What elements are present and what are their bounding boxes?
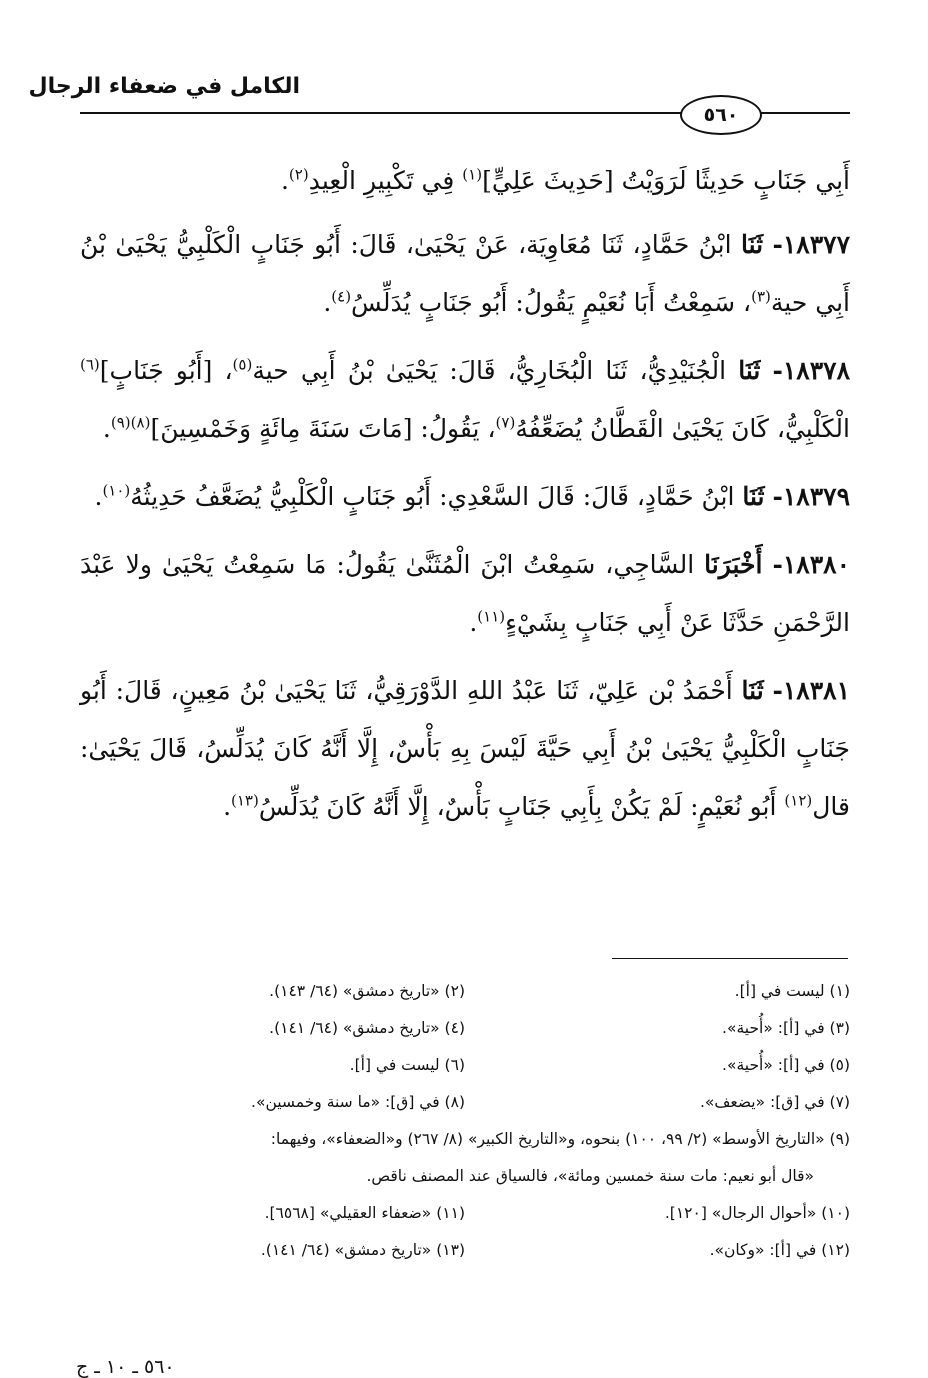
text-run: . [102, 414, 111, 443]
footnote-6: (٦) ليست في [أ]. [349, 1055, 465, 1074]
hadith-18378 [80, 342, 850, 458]
transmission-term: ثَنَا [741, 676, 764, 705]
footnote-1: (١) ليست في [أ]. [734, 981, 850, 1000]
footnote-ref[interactable]: (٧) [495, 413, 516, 432]
footnote-row [80, 1083, 850, 1120]
text-run: . [94, 482, 103, 511]
transmission-term: ثَنَا [740, 230, 764, 259]
text-run: . [323, 288, 332, 317]
footnote-ref[interactable]: (٤) [331, 287, 352, 306]
footnote-3: (٣) في [أ]: «أُحية». [722, 1018, 850, 1037]
footnote-row [80, 972, 850, 1009]
hadith-number: ١٨٣٧٩- [772, 482, 850, 511]
footnote-ref[interactable]: (٣) [751, 287, 771, 306]
footnote-ref[interactable]: (٢) [288, 165, 309, 184]
main-text [80, 152, 850, 846]
footnote-ref[interactable]: (٦) [80, 355, 100, 374]
text-run: أَحْمَدُ بْن عَلِيّ، ثَنَا عَبْدُ اللهِ الدَّوْرَقِيُّ، ثَنَا يَحْيَىٰ بْنُ مَعِينٍ، قَالَ: أَبُو جَنَابٍ الْكَلْبِيُّ يَحْيَىٰ بْنُ أَبِي حَيَّةَ لَيْسَ بِهِ بَأْسٌ، إِلَّا أَنَّهُ كَانَ يُدَلِّسُ، قَالَ يَحْيَىٰ: قال [80, 676, 850, 821]
hadith-number: ١٨٣٧٧- [772, 230, 850, 259]
footnote-2: (٢) «تاريخ دمشق» (٦٤/ ١٤٣). [269, 981, 465, 1000]
text-run: أَبُو نُعَيْمٍ: لَمْ يَكُنْ بِأَبِي جَنَابٍ بَأْسٌ، إِلَّا أَنَّهُ كَانَ يُدَلِّسُ [258, 792, 785, 821]
footnote-9-continuation: «قال أبو نعيم: مات سنة خمسين ومائة»، فالسياق عند المصنف ناقص. [366, 1166, 814, 1185]
footnote-11: (١١) «ضعفاء العقيلي» [٦٥٦٨]. [264, 1203, 465, 1222]
footnote-ref[interactable]: (١١) [477, 607, 506, 626]
transmission-term: ثَنَا [742, 482, 765, 511]
footnote-ref[interactable]: (١٣) [231, 791, 259, 810]
hadith-number: ١٨٣٨١- [772, 676, 850, 705]
paragraph-continuation [80, 152, 850, 210]
footnote-13: (١٣) «تاريخ دمشق» (٦٤/ ١٤١). [260, 1240, 465, 1259]
footnote-7: (٧) في [ق]: «يضعف». [699, 1092, 850, 1111]
footnote-row [80, 1009, 850, 1046]
hadith-18380 [80, 536, 850, 652]
footnote-row [80, 1194, 850, 1231]
footnote-ref[interactable]: (٥) [232, 355, 253, 374]
footnote-ref[interactable]: (١٠) [102, 481, 131, 500]
text-run: . [280, 166, 289, 195]
text-run: السَّاجِي، سَمِعْتُ ابْنَ الْمُثَنَّىٰ يَقُولُ: مَا سَمِعْتُ يَحْيَىٰ ولا عَبْدَ الرَّحْمَنِ حَدَّثَا عَنْ أَبِي جَنَابٍ بِشَيْءٍ [80, 550, 850, 637]
hadith-number: ١٨٣٧٨- [772, 356, 850, 385]
footnote-ref[interactable]: (٨)(٩) [110, 413, 151, 432]
text-run: أَبِي جَنَابٍ حَدِيثًا لَرَوَيْتُ [حَدِيثَ عَلِيٍّ] [482, 166, 850, 195]
footnote-8: (٨) في [ق]: «ما سنة وخمسين». [251, 1092, 465, 1111]
footnote-separator [612, 958, 848, 959]
text-run: ، [أَبُو جَنَابٍ] [99, 356, 233, 385]
footnote-10: (١٠) «أحوال الرجال» [١٢٠]. [664, 1203, 850, 1222]
hadith-number: ١٨٣٨٠- [772, 550, 850, 579]
footnote-12: (١٢) في [أ]: «وكان». [709, 1240, 850, 1259]
transmission-term: أَخْبَرَنَا [704, 550, 763, 579]
text-run: ابْنُ حَمَّادٍ، ثَنَا مُعَاوِيَة، عَنْ يَحْيَىٰ، قَالَ: أَبُو جَنَابٍ الْكَلْبِيُّ يَحْيَىٰ بْنُ أَبِي حية [80, 230, 850, 317]
footnote-4: (٤) «تاريخ دمشق» (٦٤/ ١٤١). [269, 1018, 465, 1037]
text-run: ، يَقُولُ: [مَاتَ سَنَةَ مِائَةٍ وَخَمْسِينَ] [150, 414, 496, 443]
footnotes [80, 972, 850, 1268]
hadith-18381 [80, 662, 850, 836]
text-run: ابْنُ حَمَّادٍ، قَالَ: قَالَ السَّعْدِي: أَبُو جَنَابٍ الْكَلْبِيُّ يُضَعَّفُ حَدِيثُهُ [130, 482, 743, 511]
text-run: الْكَلْبِيُّ، كَانَ يَحْيَىٰ الْقَطَّانُ يُضَعِّفُهُ [515, 414, 850, 443]
footnote-5: (٥) في [أ]: «أُحية». [722, 1055, 850, 1074]
text-run: . [223, 792, 232, 821]
footnote-9: (٩) «التاريخ الأوسط» (٢/ ٩٩، ١٠٠) بنحوه، و«التاريخ الكبير» (٨/ ٢٦٧) و«الضعفاء»، وفيهما: [270, 1129, 850, 1148]
footnote-ref[interactable]: (١) [462, 165, 483, 184]
signature-mark: ٥٦٠ ـ ١٠ ـ ج [76, 1356, 175, 1378]
text-run: . [469, 608, 478, 637]
text-run: فِي تَكْبِيرِ الْعِيدِ [308, 166, 463, 195]
footnote-ref[interactable]: (١٢) [784, 791, 813, 810]
text-run: ، سَمِعْتُ أَبَا نُعَيْمٍ يَقُولُ: أَبُو جَنَابٍ يُدَلِّسُ [351, 288, 752, 317]
footnote-row [80, 1231, 850, 1268]
text-run: الْجُنَيْدِيُّ، ثَنَا الْبُخَارِيُّ، قَالَ: يَحْيَىٰ بْنُ أَبِي حية [252, 356, 739, 385]
transmission-term: ثَنَا [738, 356, 761, 385]
page-number: ٥٦٠ [680, 95, 762, 135]
hadith-18377 [80, 216, 850, 332]
footnote-row [80, 1046, 850, 1083]
hadith-18379 [80, 468, 850, 526]
running-header-title: الكامل في ضعفاء الرجال [28, 74, 300, 99]
